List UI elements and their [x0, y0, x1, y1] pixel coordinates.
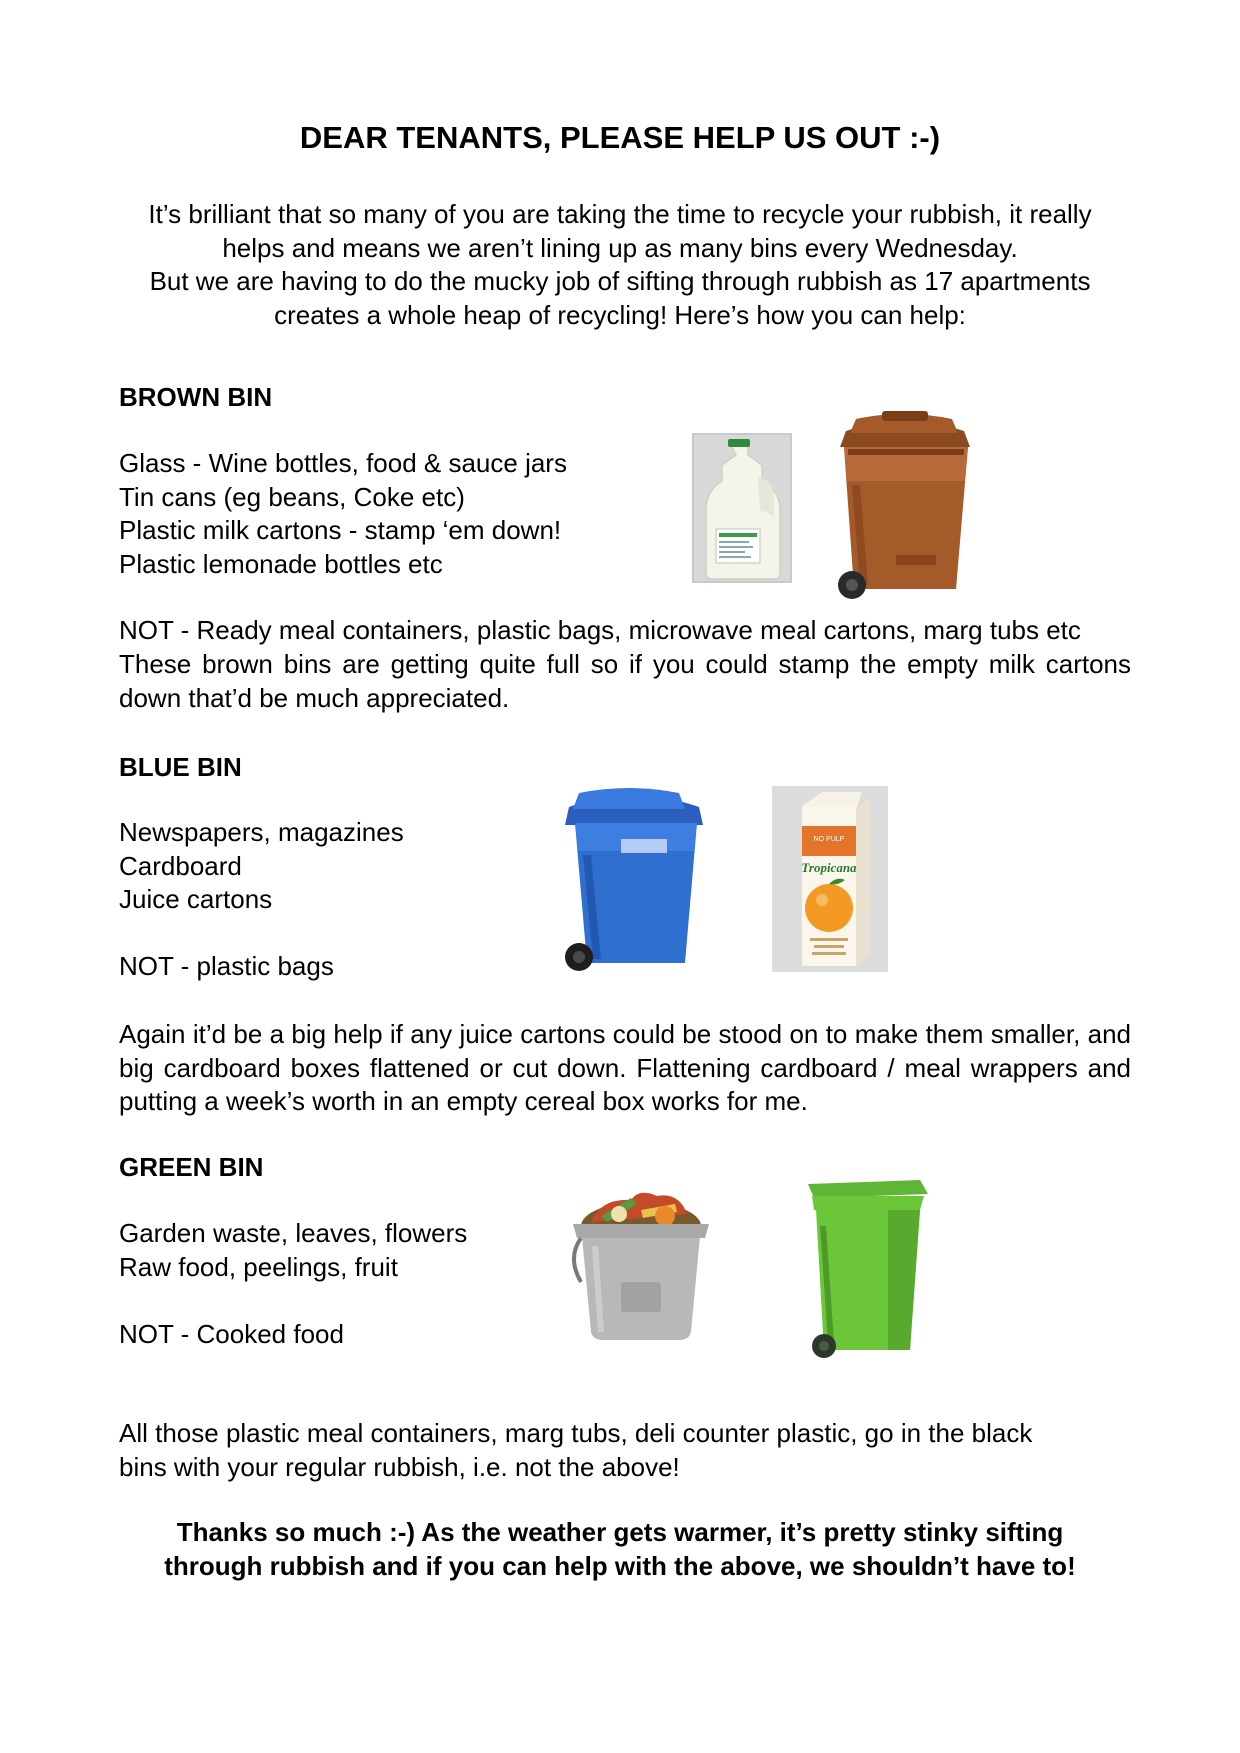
green-bin-image: [802, 1176, 934, 1362]
page-title: DEAR TENANTS, PLEASE HELP US OUT :-): [299, 120, 941, 155]
green-bin-not: NOT - Cooked food: [119, 1319, 344, 1349]
list-item: Plastic milk cartons - stamp ‘em down!: [119, 515, 562, 545]
closing-line: through rubbish and if you can help with the above, we shouldn’t have to!: [164, 1550, 1076, 1581]
intro-text: [120, 198, 1120, 332]
tropicana-carton-image: [772, 786, 888, 972]
food-caddy-image: [561, 1186, 723, 1342]
note-line: bins with your regular rubbish, i.e. not the above!: [119, 1451, 680, 1482]
note-line: All those plastic meal containers, marg tubs, deli counter plastic, go in the black: [119, 1418, 1033, 1448]
intro-paragraph: It’s brilliant that so many of you are taking the time to recycle your rubbish, it really helps and means we aren’t lining up as many bins every Wednesday.: [148, 199, 1092, 263]
blue-bin-note: Again it’d be a big help if any juice cartons could be stood on to make them smaller, and big cardboard boxes flattened or cut down. Flattening cardboard / meal wrappers and putting a week’s worth in an empty cereal box works for me.: [119, 1019, 1131, 1116]
brown-bin-items: [119, 447, 567, 581]
closing-line: Thanks so much :-) As the weather gets warmer, it’s pretty stinky sifting: [176, 1517, 1064, 1547]
blue-bin-heading: BLUE BIN: [119, 752, 242, 782]
black-bin-note: [119, 1417, 1032, 1484]
list-item: Cardboard: [119, 850, 242, 881]
list-item: Newspapers, magazines: [119, 817, 404, 847]
green-bin-heading: GREEN BIN: [119, 1152, 264, 1182]
brown-bin-not: NOT - Ready meal containers, plastic bags, microwave meal cartons, marg tubs etc: [119, 615, 1081, 645]
green-bin-items: [119, 1217, 467, 1284]
list-item: Garden waste, leaves, flowers: [119, 1218, 468, 1248]
blue-bin-image: [561, 785, 711, 983]
brown-bin-note: These brown bins are getting quite full so if you could stamp the empty milk cartons down that’d be much appreciated.: [119, 649, 1131, 713]
closing-message: [0, 1516, 1240, 1583]
intro-paragraph: But we are having to do the mucky job of sifting through rubbish as 17 apartments creates a whole heap of recycling! Here’s how you can help:: [149, 266, 1091, 330]
list-item: Raw food, peelings, fruit: [119, 1251, 398, 1282]
list-item: Juice cartons: [119, 884, 273, 914]
blue-bin-items: [119, 816, 404, 917]
milk-carton-image: [692, 433, 792, 583]
list-item: Plastic lemonade bottles etc: [119, 548, 443, 579]
tropicana-brand: Tropicana: [801, 860, 857, 875]
blue-bin-not: NOT - plastic bags: [119, 951, 334, 981]
list-item: Glass - Wine bottles, food & sauce jars: [119, 448, 567, 478]
list-item: Tin cans (eg beans, Coke etc): [119, 481, 465, 512]
tropicana-tag: NO PULP: [813, 836, 845, 843]
brown-bin-image: [826, 405, 982, 611]
brown-bin-heading: BROWN BIN: [119, 382, 273, 412]
